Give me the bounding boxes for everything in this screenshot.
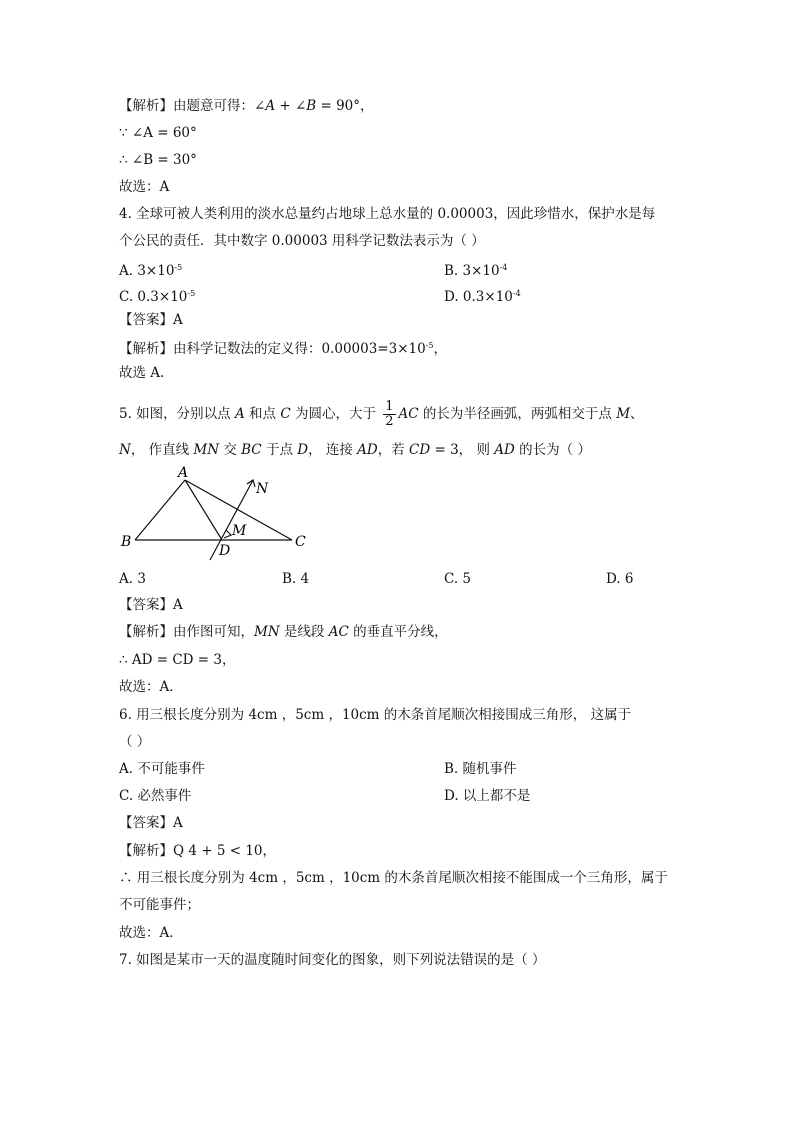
segment-ad (185, 480, 222, 540)
q5-geometry-figure (110, 464, 320, 568)
q4-question-line1: 4. 全球可被人类利用的淡水总量约占地球上总水量的 0.00003，因此珍惜水，保护水是每 (119, 206, 656, 222)
q6-choose: 故选：A． (119, 925, 183, 941)
q5-answer: 【答案】A (119, 597, 183, 613)
q4-option-d: D. $0.3\times 10^{-4}$ (444, 289, 521, 305)
q6-analysis-line1: 【解析】Q 4 + 5 < 10， (119, 843, 277, 859)
label-a: A (178, 465, 189, 481)
q5-option-c: C. 5 (444, 571, 472, 587)
q5-option-a: A. 3 (119, 571, 146, 587)
label-b: B (121, 534, 132, 550)
q4-choose: 故选 A. (119, 365, 165, 381)
q4-analysis: 【解析】由科学记数法的定义得：$0.00003=3\times 10^{-5}$， (119, 341, 448, 357)
q4-answer: 【答案】A (119, 312, 183, 328)
q5-question-line2: N， 作直线 MN 交 BC 于点 D， 连接 AD，若 CD = 3， 则 AD 的长为（ ） (119, 442, 591, 458)
q6-analysis-line2: ∴ 用三根长度分别为 4cm ，5cm ，10cm 的木条首尾顺次相接不能围成一个三角形，属于 (119, 870, 668, 886)
label-c: C (295, 534, 306, 550)
q4-question-line2: 个公民的责任．其中数字 0.00003 用科学记数法表示为（ ） (119, 233, 485, 249)
label-d: D (219, 543, 231, 559)
label-m: M (232, 523, 247, 539)
q7-question-line1: 7. 如图是某市一天的温度随时间变化的图象，则下列说法错误的是（ ） (119, 952, 546, 968)
q5-choose: 故选：A． (119, 679, 183, 695)
line-mn (210, 480, 253, 560)
q6-option-c: C. 必然事件 (119, 788, 192, 804)
q3-choose-line: 故选：A (119, 179, 170, 195)
q5-option-b: B. 4 (282, 571, 310, 587)
label-n: N (256, 481, 269, 497)
q6-option-d: D. 以上都不是 (444, 788, 531, 804)
q6-analysis-line3: 不可能事件； (119, 897, 200, 913)
q6-option-a: A. 不可能事件 (119, 761, 205, 777)
q5-option-d: D. 6 (606, 571, 634, 587)
q4-option-b: B. $3\times 10^{-4}$ (444, 263, 508, 279)
q5-analysis-line2: ∴ AD = CD = 3， (119, 652, 236, 668)
q6-answer: 【答案】A (119, 815, 183, 831)
q3-therefore-line: ∴ ∠B = 30° (119, 152, 197, 168)
q5-question-line1: 5. 如图，分别以点 A 和点 C 为圆心，大于 $\frac{1}{2}$ AC 的长为半径画弧，两弧相交于点 M、 (119, 399, 644, 429)
q4-option-a: A. $3\times 10^{-5}$ (119, 263, 183, 279)
q6-question-line2: （ ） (119, 734, 151, 750)
q4-option-c: C. $0.3\times 10^{-5}$ (119, 289, 196, 305)
q5-analysis-line1: 【解析】由作图可知，MN 是线段 AC 的垂直平分线， (119, 624, 448, 640)
q3-given-line: ∵ ∠A = 60° (119, 125, 197, 141)
q3-analysis-line: 【解析】由题意可得：∠A + ∠B = 90°， (119, 98, 374, 114)
half-fraction: $\frac{1}{2}$ (385, 399, 394, 429)
segment-ab (135, 480, 185, 540)
q6-question-line1: 6. 用三根长度分别为 4cm ，5cm ，10cm 的木条首尾顺次相接围成三角形， 这属于 (119, 707, 632, 723)
q6-option-b: B. 随机事件 (444, 761, 517, 777)
